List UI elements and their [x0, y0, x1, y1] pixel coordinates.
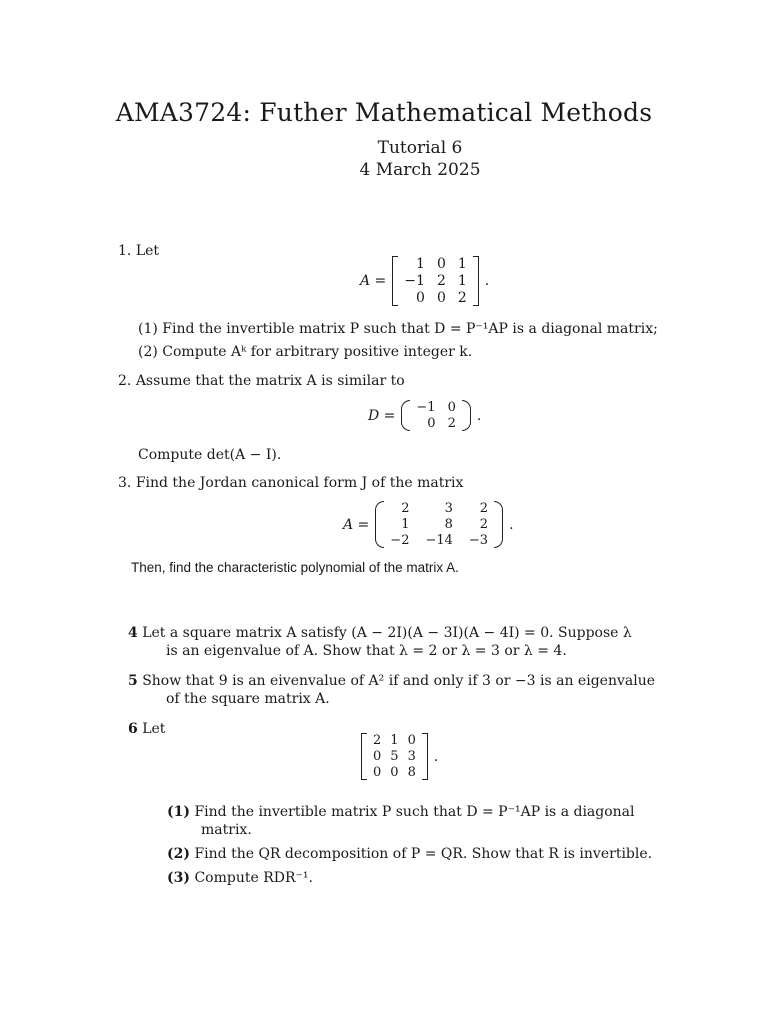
matrix-cell: 0 [436, 290, 446, 306]
q1-matrix-tail: . [484, 273, 490, 289]
q2-matrix-grid [410, 400, 461, 431]
matrix-cell: 2 [457, 290, 467, 306]
right-paren [494, 501, 503, 548]
matrix-cell: 2 [479, 517, 489, 532]
q6-part3-text: Compute RDR⁻¹. [194, 870, 313, 886]
q3-matrix-grid [384, 501, 494, 548]
matrix-cell: −14 [425, 533, 453, 548]
matrix-cell: 2 [373, 733, 382, 748]
matrix-cell: 0 [427, 416, 436, 431]
q2-matrix-label: D = [368, 407, 396, 424]
q1-matrix-label: A = [360, 273, 387, 289]
q6-matrix [361, 733, 438, 780]
q1-intro: Let [135, 243, 160, 259]
matrix-cell: −1 [404, 273, 425, 289]
matrix-cell: −1 [416, 400, 436, 415]
q6-matrix-grid [367, 733, 422, 780]
q6-matrix-tail: . [433, 748, 439, 765]
matrix-cell: 1 [416, 256, 425, 272]
q3-matrix-label: A = [343, 516, 370, 533]
q3-matrix-tail: . [509, 516, 514, 533]
q6-block [128, 721, 165, 737]
q3-matrix [343, 501, 514, 548]
q6-part3-label: (3) [167, 870, 190, 886]
q6-part2-label: (2) [167, 846, 190, 862]
matrix-cell: 2 [479, 501, 489, 516]
matrix-cell: 2 [447, 416, 456, 431]
matrix-cell: 1 [401, 517, 410, 532]
q5-text-line1: Show that 9 is an eivenvalue of A² if and only if 3 or −3 is an eigenvalue [142, 673, 655, 689]
q5-number: 5 [128, 673, 138, 689]
q1-number: 1. [118, 243, 132, 259]
q2-matrix [368, 400, 481, 431]
right-bracket [473, 256, 479, 306]
q1-part2: (2) Compute Aᵏ for arbitrary positive integer k. [138, 344, 473, 360]
matrix-cell: 0 [373, 749, 382, 764]
q3-after: Then, find the characteristic polynomial of the matrix A. [131, 560, 459, 575]
q1-block [118, 243, 159, 259]
matrix-cell: 2 [401, 501, 410, 516]
matrix-cell: 2 [436, 273, 446, 289]
matrix-cell: 0 [416, 290, 425, 306]
q4-number: 4 [128, 625, 138, 641]
matrix-cell: 5 [390, 749, 399, 764]
matrix-cell: 0 [373, 765, 382, 780]
q6-part1-label: (1) [167, 804, 190, 820]
document-title: AMA3724: Futher Mathematical Methods [115, 98, 653, 127]
right-paren [462, 400, 471, 431]
q1-matrix [360, 256, 489, 306]
matrix-cell: 0 [407, 733, 416, 748]
q6-part2-text: Find the QR decomposition of P = QR. Show that R is invertible. [194, 846, 653, 862]
q2-after: Compute det(A − I). [138, 447, 282, 463]
q6-part2 [167, 846, 652, 862]
q4-text-line1: Let a square matrix A satisfy (A − 2I)(A − 3I)(A − 4I) = 0. Suppose λ [142, 625, 632, 641]
q3-block [118, 475, 463, 491]
matrix-cell: 0 [390, 765, 399, 780]
q4-text-line2: is an eigenvalue of A. Show that λ = 2 or λ = 3 or λ = 4. [166, 643, 567, 659]
matrix-cell: 3 [407, 749, 416, 764]
q1-part1: (1) Find the invertible matrix P such that D = P⁻¹AP is a diagonal matrix; [138, 321, 658, 337]
left-paren [375, 501, 384, 548]
q2-block [118, 373, 405, 389]
q5-line1 [128, 673, 655, 689]
left-paren [401, 400, 410, 431]
q6-number: 6 [128, 721, 138, 737]
q3-text: Find the Jordan canonical form J of the matrix [135, 475, 464, 491]
q6-intro: Let [142, 721, 166, 737]
matrix-cell: 8 [407, 765, 416, 780]
q4-line1 [128, 625, 632, 641]
q6-part1-text: Find the invertible matrix P such that D = P⁻¹AP is a diagonal [194, 804, 635, 820]
q6-part3 [167, 870, 313, 886]
tutorial-date: 4 March 2025 [359, 160, 481, 180]
matrix-cell: 1 [457, 256, 467, 272]
q1-matrix-grid [398, 256, 472, 306]
q2-number: 2. [118, 373, 132, 389]
matrix-cell: −3 [468, 533, 489, 548]
q3-number: 3. [118, 475, 132, 491]
q6-part1 [167, 804, 635, 820]
matrix-cell: 1 [457, 273, 467, 289]
q2-matrix-tail: . [476, 407, 482, 424]
matrix-cell: 8 [444, 517, 453, 532]
tutorial-number: Tutorial 6 [377, 138, 463, 158]
q2-text: Assume that the matrix A is similar to [135, 373, 405, 389]
matrix-cell: −2 [390, 533, 410, 548]
matrix-cell: 1 [390, 733, 399, 748]
matrix-cell: 0 [447, 400, 456, 415]
q6-part1-continued: matrix. [201, 822, 252, 838]
right-bracket [422, 733, 428, 780]
matrix-cell: 0 [436, 256, 446, 272]
q5-text-line2: of the square matrix A. [166, 691, 330, 707]
matrix-cell: 3 [444, 501, 453, 516]
